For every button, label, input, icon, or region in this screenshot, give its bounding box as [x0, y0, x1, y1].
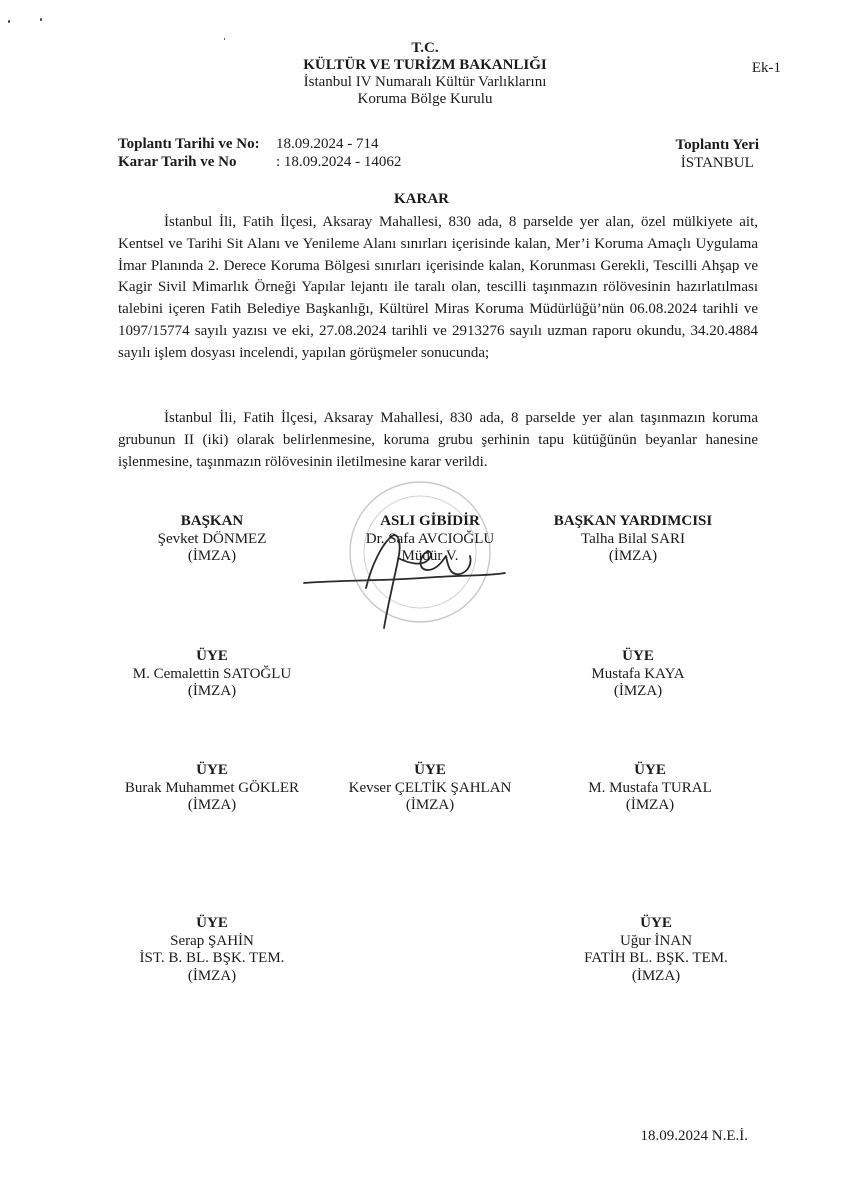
signature-title: ASLI GİBİDİR: [380, 513, 480, 529]
signature-member: [520, 762, 780, 815]
signature-mark: (İMZA): [187, 797, 237, 813]
scan-speck: [40, 18, 42, 21]
decision-date-value: : 18.09.2024 - 14062: [276, 154, 402, 170]
signature-title: ÜYE: [196, 762, 228, 778]
signature-mark: (İMZA): [608, 548, 658, 564]
signature-member: [82, 915, 342, 985]
signature-mark: (İMZA): [631, 967, 681, 984]
signature-title: ÜYE: [634, 762, 666, 778]
meeting-place: [676, 136, 760, 172]
signature-vice-president: [503, 513, 763, 566]
meeting-date-label: Toplantı Tarihi ve No:: [118, 136, 260, 152]
signature-member: [508, 648, 768, 701]
signature-title: BAŞKAN: [180, 513, 244, 529]
signatory-organization: İST. B. BL. BŞK. TEM.: [139, 950, 285, 966]
document-header: [220, 40, 630, 108]
decision-paragraph-1: İstanbul İli, Fatih İlçesi, Aksaray Mahallesi, 830 ada, 8 parselde yer alan, özel mülkiyete ait, Kentsel ve Tarihi Sit Alanı ve Yenileme Alanı sınırları içerisinde kalan, Mer’i Koruma Amaçlı Uygulama İmar Planında 2. Derece Koruma Bölgesi sınırları içerisinde kalan, Korunması Gerekli, Tescilli Ahşap ve Kagir Sivil Mimarlık Örneği Yapılar lejantı ile taralı olan, tescilli taşınmazın rölövesinin hazırlatılması talebini içeren Fatih Belediye Başkanlığı, Kültürel Miras Koruma Müdürlüğü’nün 06.08.2024 tarihli ve 1097/15774 sayılı yazısı ve eki, 27.08.2024 tarihli ve 2913276 sayılı uzman raporu okundu, 34.20.4884 sayılı işlem dosyası incelendi, yapılan görüşmeler sonucunda;: [118, 214, 758, 361]
decision-date-label: Karar Tarih ve No: [118, 154, 237, 170]
meeting-place-label: Toplantı Yeri: [675, 137, 759, 153]
signature-member: [82, 648, 342, 701]
board-name-line1: İstanbul IV Numaralı Kültür Varlıklarını: [303, 74, 547, 90]
signatory-name: Uğur İNAN: [619, 932, 693, 949]
decision-date-row: [118, 154, 401, 171]
board-name-line2: Koruma Bölge Kurulu: [357, 91, 493, 107]
signatory-role: Müdür V.: [401, 548, 459, 564]
signature-member: [526, 915, 786, 985]
signatory-name: M. Mustafa TURAL: [588, 779, 712, 796]
signature-title: ÜYE: [640, 915, 672, 931]
signatory-name: Burak Muhammet GÖKLER: [124, 779, 300, 796]
meeting-date-value: 18.09.2024 - 714: [276, 136, 379, 152]
signatory-organization: FATİH BL. BŞK. TEM.: [584, 950, 728, 966]
signatory-name: Şevket DÖNMEZ: [157, 530, 267, 547]
republic-line: T.C.: [411, 40, 439, 56]
signatory-name: M. Cemalettin SATOĞLU: [132, 665, 292, 682]
decision-title: KARAR: [394, 191, 449, 207]
signature-title: ÜYE: [196, 915, 228, 931]
footer-note: 18.09.2024 N.E.İ.: [640, 1128, 748, 1144]
meeting-place-value: İSTANBUL: [680, 155, 754, 171]
signatory-name: Kevser ÇELTİK ŞAHLAN: [348, 779, 512, 796]
signature-mark: (İMZA): [187, 967, 237, 984]
decision-paragraph-2: İstanbul İli, Fatih İlçesi, Aksaray Mahallesi, 830 ada, 8 parselde yer alan taşınmazın koruma grubunun II (iki) olarak belirlenmesine, koruma grubu şerhinin tapu kütüğünün beyanlar hanesine işlenmesine, taşınmazın rölövesinin iletilmesine karar verildi.: [118, 410, 758, 470]
scan-speck: [8, 20, 10, 23]
signatory-name: Dr. Safa AVCIOĞLU: [365, 530, 495, 547]
signatory-name: Mustafa KAYA: [591, 665, 685, 682]
signature-title: ÜYE: [196, 648, 228, 664]
signature-mark: (İMZA): [187, 683, 237, 699]
signatory-name: Serap ŞAHİN: [170, 932, 254, 949]
signature-mark: (İMZA): [613, 683, 663, 699]
meeting-date-row: [118, 136, 379, 153]
ministry-name: KÜLTÜR VE TURİZM BAKANLIĞI: [303, 57, 547, 73]
signatory-name: Talha Bilal SARI: [581, 530, 685, 547]
annex-label: Ek-1: [751, 60, 781, 76]
signature-title: ÜYE: [622, 648, 654, 664]
signature-mark: (İMZA): [405, 797, 455, 813]
signature-title: BAŞKAN YARDIMCISI: [553, 513, 713, 529]
signature-mark: (İMZA): [625, 797, 675, 813]
signature-mark: (İMZA): [187, 548, 237, 564]
signature-title: ÜYE: [414, 762, 446, 778]
